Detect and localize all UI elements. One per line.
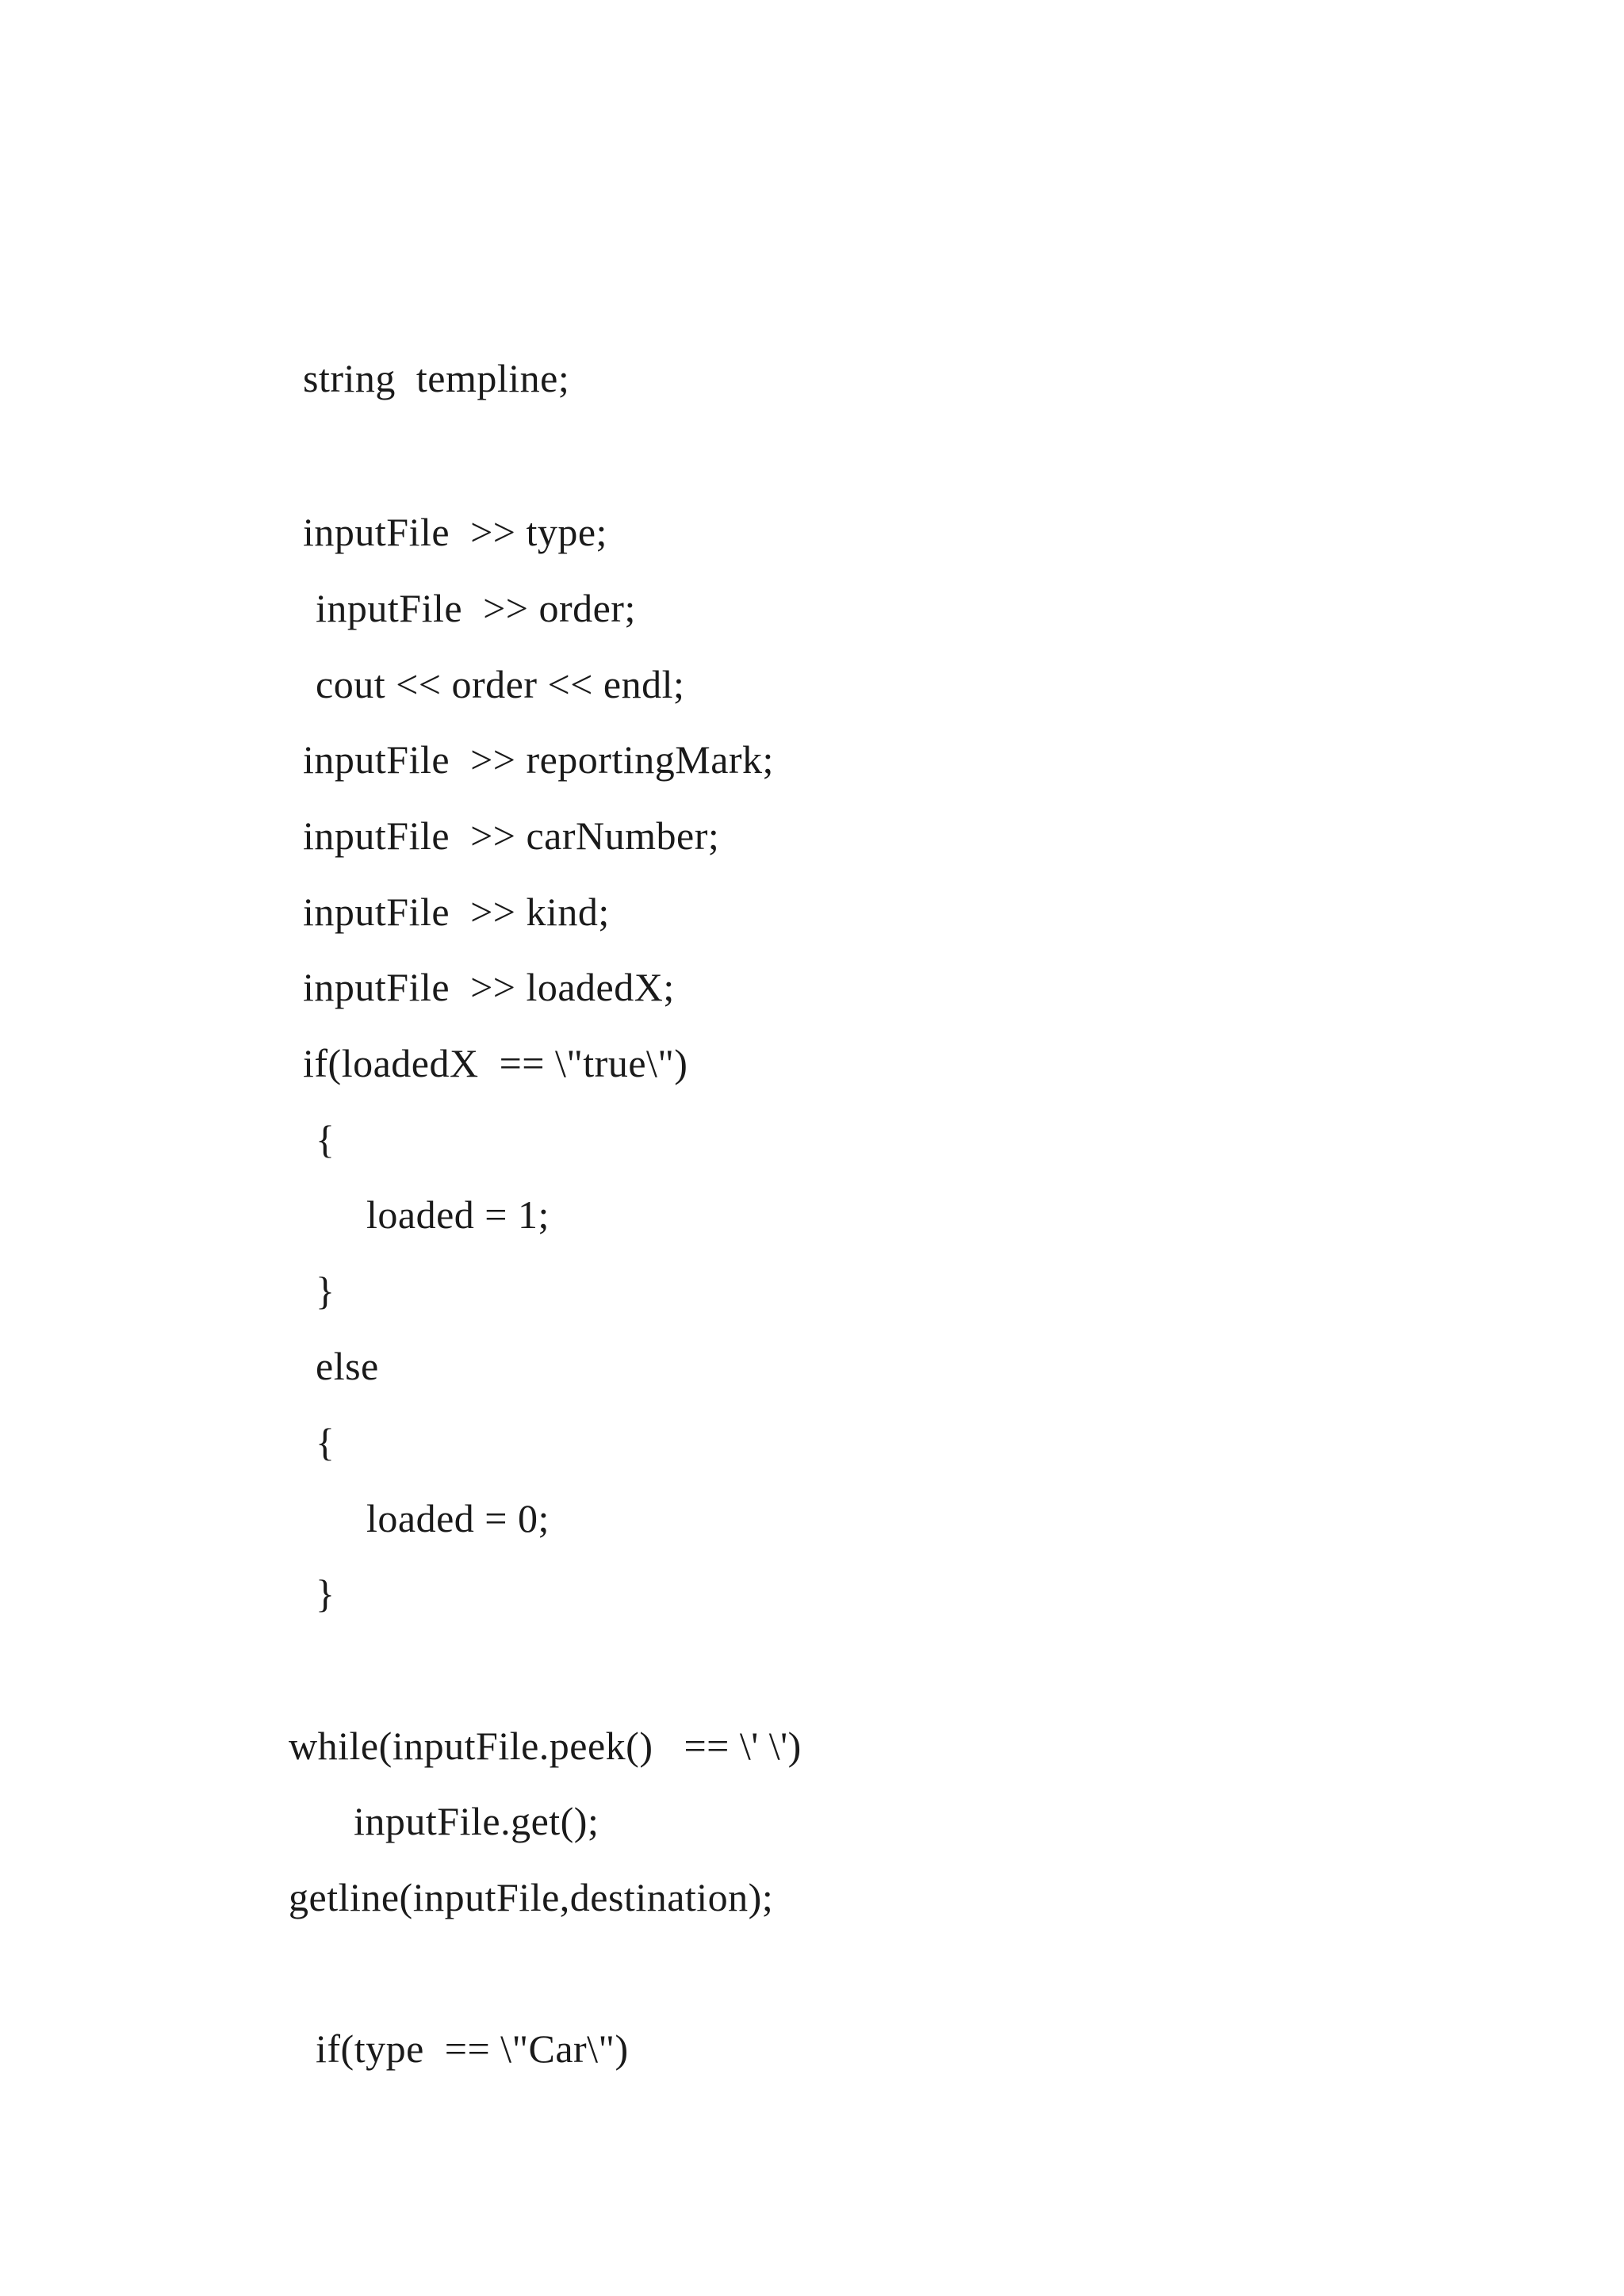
code-line-6: inputFile >> carNumber;: [303, 813, 720, 858]
code-line-1: string templine;: [303, 356, 570, 400]
code-line-7: inputFile >> kind;: [303, 890, 610, 934]
code-line-2: inputFile >> type;: [303, 510, 607, 554]
code-line-10: {: [316, 1117, 335, 1161]
code-line-8: inputFile >> loadedX;: [303, 965, 675, 1009]
code-line-18: inputFile.get();: [354, 1799, 599, 1843]
code-line-15: loaded = 0;: [366, 1496, 550, 1540]
code-line-17: while(inputFile.peek() == \' \'): [289, 1724, 802, 1768]
code-line-11: loaded = 1;: [366, 1192, 550, 1237]
code-line-19: getline(inputFile,destination);: [289, 1875, 774, 1919]
code-line-14: {: [316, 1420, 335, 1464]
code-line-16: }: [316, 1571, 335, 1616]
code-line-3: inputFile >> order;: [316, 586, 636, 630]
code-line-5: inputFile >> reportingMark;: [303, 737, 774, 782]
code-line-9: if(loadedX == \"true\"): [303, 1041, 688, 1085]
code-line-12: }: [316, 1269, 335, 1313]
code-line-20: if(type == \"Car\"): [316, 2026, 629, 2071]
code-line-4: cout << order << endl;: [316, 662, 685, 706]
code-line-13: else: [316, 1344, 379, 1388]
